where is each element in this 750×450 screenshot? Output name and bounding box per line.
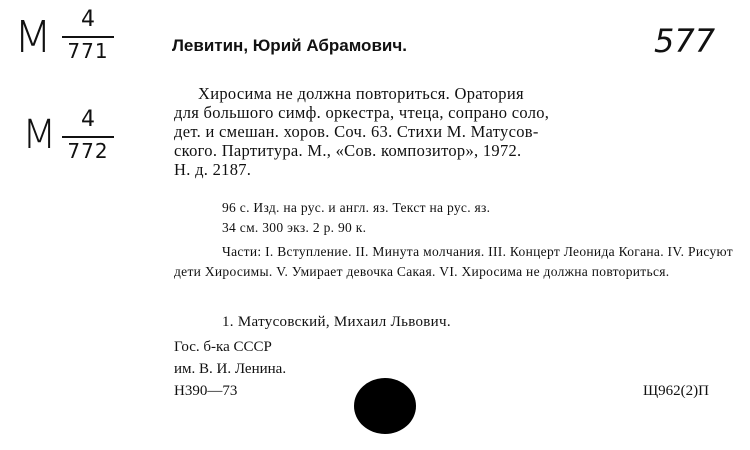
entry-body: [174, 84, 734, 179]
library-line: Гос. б-ка СССР: [174, 339, 272, 355]
shelf-mark: 577: [654, 22, 716, 60]
card-punch-hole: [354, 378, 416, 434]
fraction-2-bar: [62, 136, 114, 138]
handwritten-letter-2: M: [22, 112, 57, 158]
fraction-2-numerator: 4: [81, 107, 95, 132]
catalog-number-right: Щ962(2)П: [643, 383, 709, 399]
body-line: Хиросима не должна повториться. Оратория: [198, 84, 524, 103]
fraction-1-bar: [62, 36, 114, 38]
fraction-2-denominator: 772: [67, 139, 109, 163]
fraction-1-numerator: 4: [81, 7, 95, 32]
fraction-1-denominator: 771: [67, 39, 109, 63]
body-line: ского. Партитура. М., «Сов. композитор», 1972.: [174, 141, 522, 160]
body-line: дет. и смешан. хоров. Соч. 63. Стихи М. Матусов-: [174, 122, 539, 141]
added-entry: 1. Матусовский, Михаил Львович.: [222, 314, 451, 330]
library-stamp: [174, 336, 286, 380]
library-line: им. В. И. Ленина.: [174, 361, 287, 377]
catalog-number-left: Н390—73: [174, 383, 238, 399]
body-line: для большого симф. оркестра, чтеца, сопрано соло,: [174, 103, 550, 122]
parts-list: Части: I. Вступление. II. Минута молчания. III. Концерт Леонида Когана. IV. Рисуют дети Хиросимы. V. Умирает девочка Сакая. VI. Хиросима не должна повториться.: [174, 244, 733, 279]
author-heading: Левитин, Юрий Абрамович.: [172, 36, 407, 55]
size-and-price: 34 см. 300 экз. 2 р. 90 к.: [222, 220, 367, 235]
handwritten-fraction-1: [60, 8, 116, 62]
handwritten-fraction-2: [60, 108, 116, 162]
handwritten-letter-1: M: [14, 12, 52, 63]
body-line: Н. д. 2187.: [174, 160, 252, 179]
physical-description: 96 с. Изд. на рус. и англ. яз. Текст на рус. яз.: [222, 200, 491, 215]
